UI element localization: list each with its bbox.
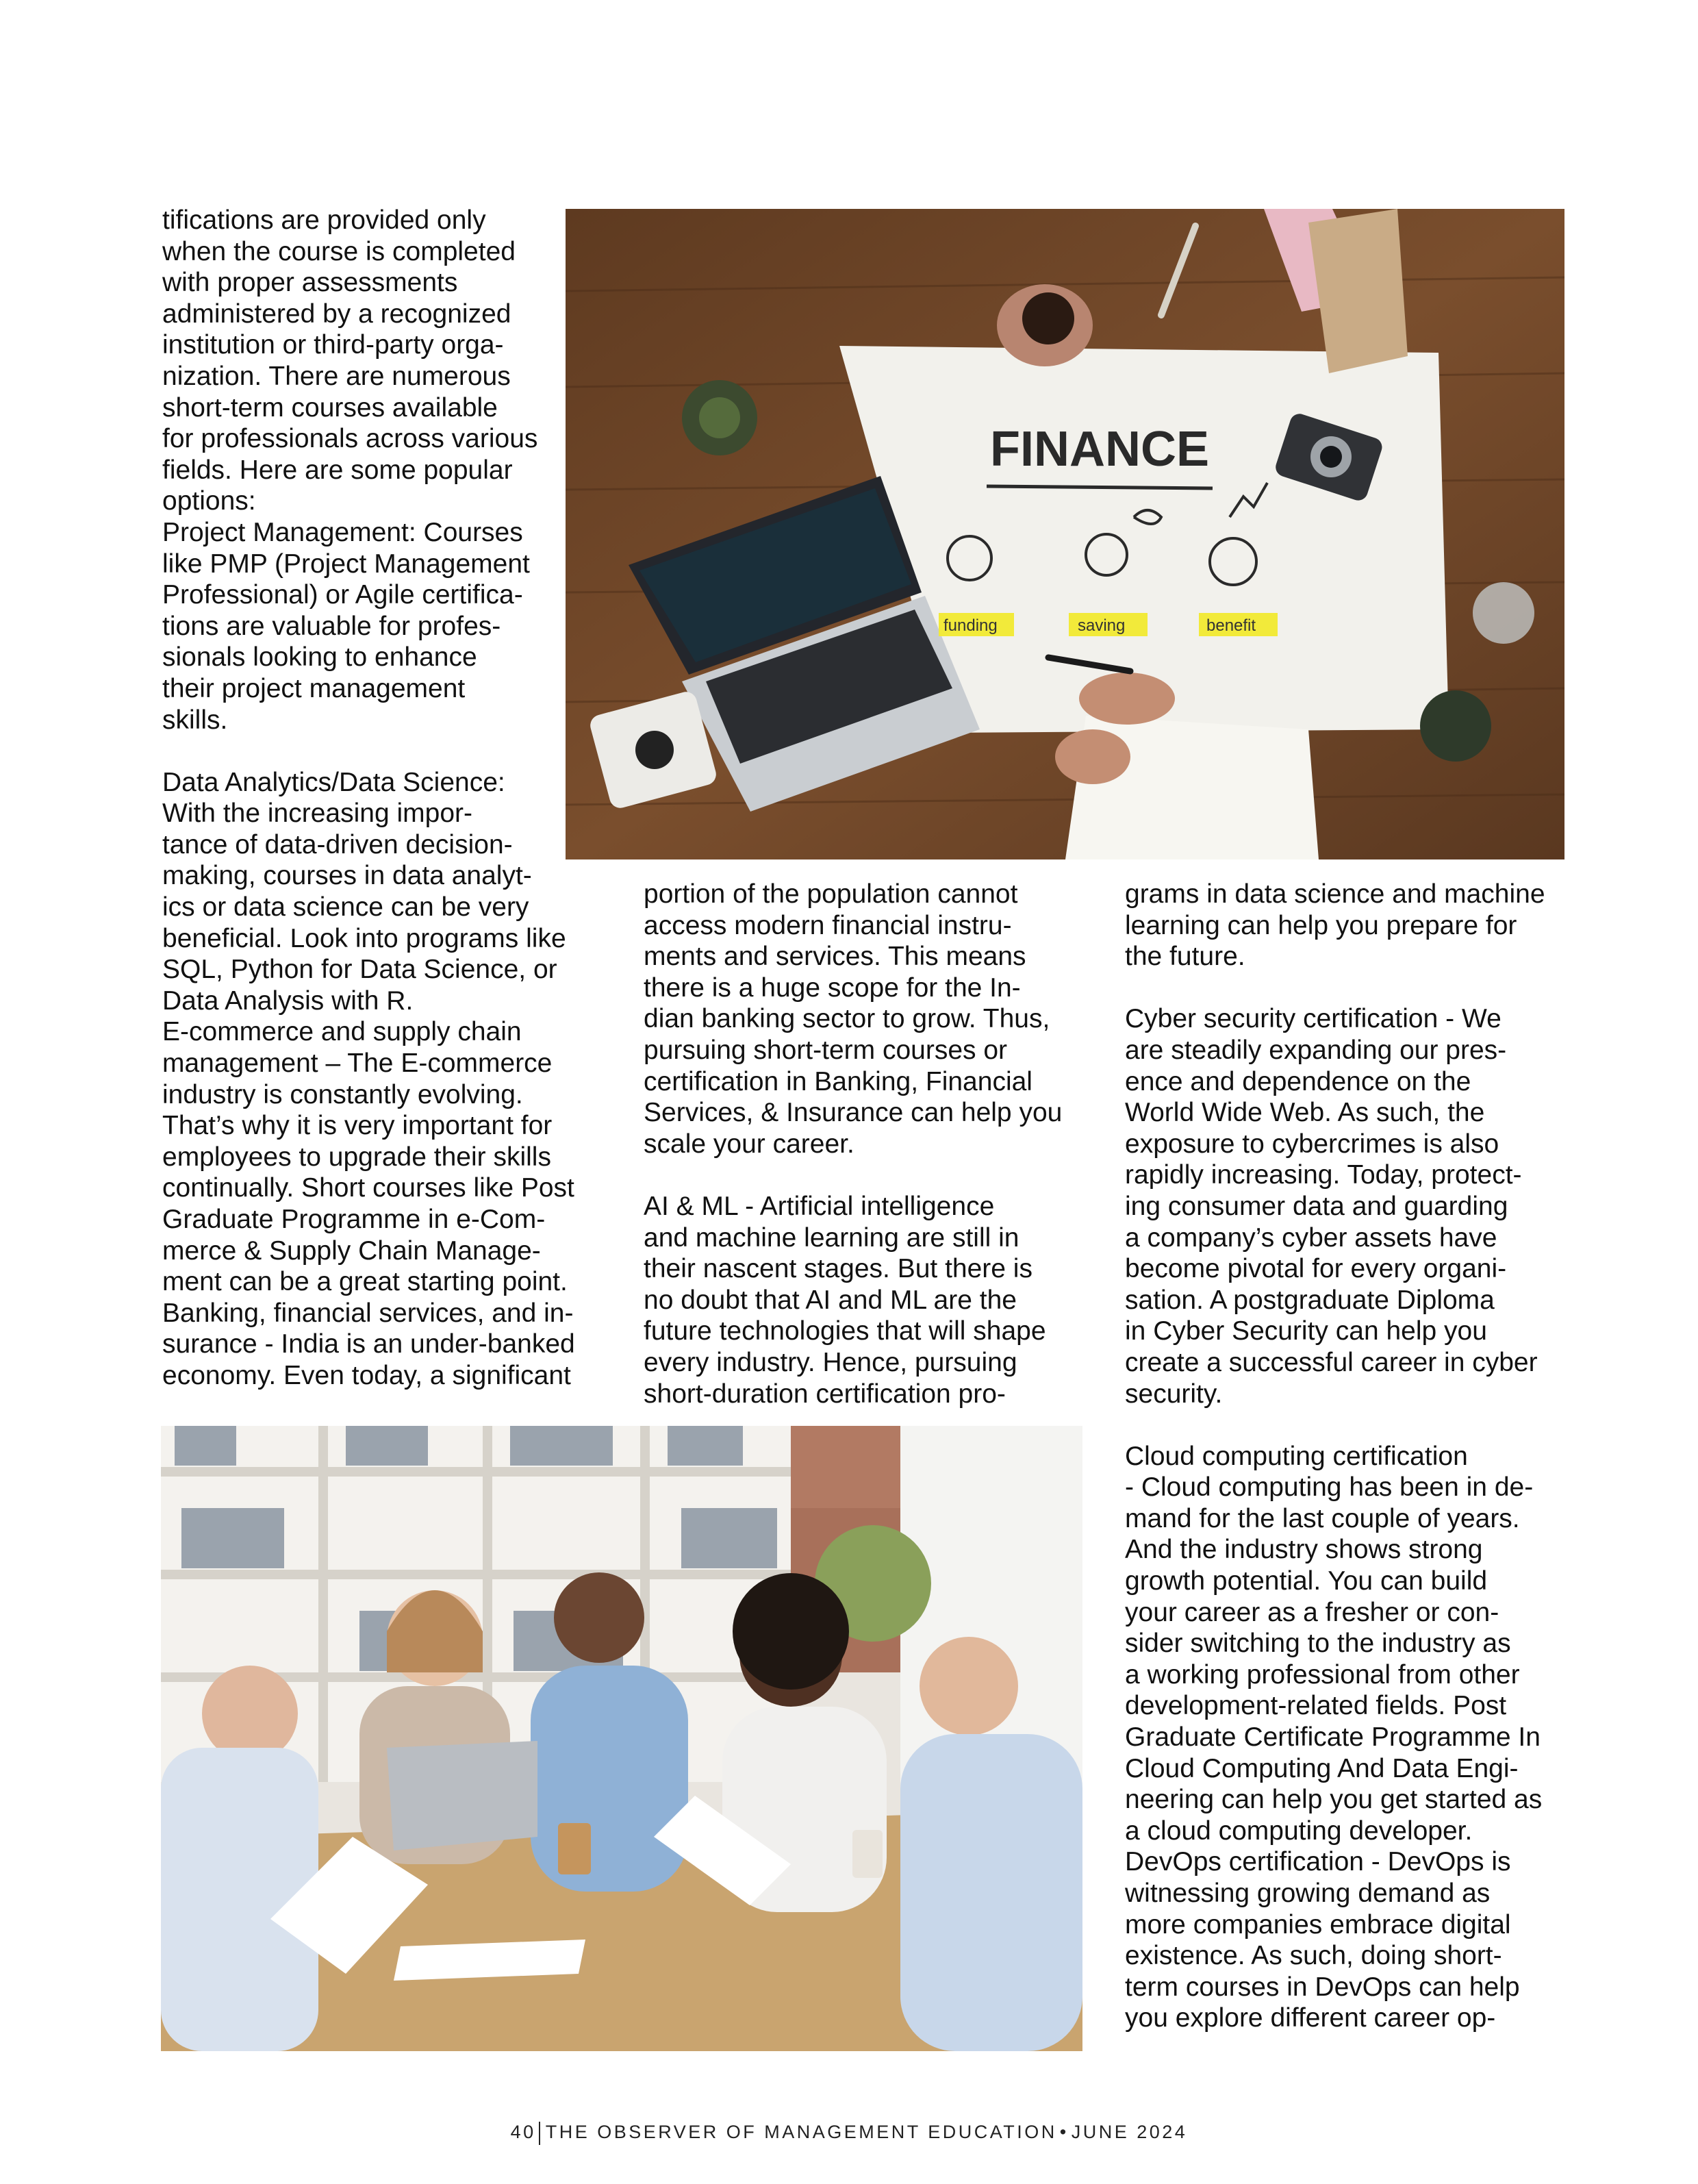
text-line: development-related fields. Post (1125, 1691, 1507, 1721)
text-line: their project management (162, 673, 466, 703)
page-number: 40 (510, 2122, 536, 2143)
paragraph-gap (1125, 1409, 1563, 1441)
text-line: security. (1125, 1379, 1223, 1409)
text-line: and machine learning are still in (644, 1222, 1019, 1253)
text-line: scale your career. (644, 1129, 854, 1159)
paragraph-gap (1125, 972, 1563, 1004)
text-line: ment can be a great starting point. (162, 1267, 568, 1297)
text-line: Project Management: Courses (162, 517, 523, 547)
text-line: Professional) or Agile certifica- (162, 580, 523, 610)
text-line: economy. Even today, a significant (162, 1360, 571, 1390)
text-line: you explore different career op- (1125, 2003, 1496, 2033)
text-line: SQL, Python for Data Science, or (162, 955, 557, 985)
text-line: Banking, financial services, and in- (162, 1298, 574, 1328)
text-line: term courses in DevOps can help (1125, 1972, 1520, 2002)
text-line: like PMP (Project Management (162, 549, 530, 579)
text-line: ing consumer data and guarding (1125, 1191, 1508, 1221)
page-footer (0, 2122, 1698, 2145)
label-benefit: benefit (1206, 616, 1256, 635)
text-line: DevOps certification - DevOps is (1125, 1847, 1511, 1877)
text-line: a company’s cyber assets have (1125, 1222, 1497, 1253)
text-line: ence and dependence on the (1125, 1066, 1471, 1096)
text-line: AI & ML - Artificial intelligence (644, 1191, 995, 1221)
text-line: create a successful career in cyber (1125, 1347, 1538, 1377)
text-line: ments and services. This means (644, 942, 1026, 972)
text-line: there is a huge scope for the In- (644, 972, 1021, 1003)
text-line: Data Analysis with R. (162, 986, 414, 1016)
issue-date: JUNE 2024 (1071, 2122, 1188, 2143)
finance-photo (566, 209, 1564, 859)
article-column-middle (644, 879, 1082, 1409)
text-line: merce & Supply Chain Manage- (162, 1235, 541, 1266)
text-line: witnessing growing demand as (1125, 1879, 1491, 1908)
text-line: Graduate Programme in e-Com- (162, 1205, 546, 1234)
text-line: become pivotal for every organi- (1125, 1254, 1507, 1284)
text-line: no doubt that AI and ML are the (644, 1285, 1017, 1315)
text-line: short-duration certification pro- (644, 1379, 1006, 1409)
text-line: more companies embrace digital (1125, 1909, 1511, 1940)
text-line: mand for the last couple of years. (1125, 1503, 1520, 1533)
text-line: nization. There are numerous (162, 361, 511, 391)
text-line: future technologies that will shape (644, 1316, 1046, 1346)
text-line: exposure to cybercrimes is also (1125, 1129, 1499, 1159)
article-column-right (1125, 879, 1563, 2034)
text-line: ics or data science can be very (162, 892, 529, 922)
text-line: short-term courses available (162, 392, 498, 423)
text-line: learning can help you prepare for (1125, 910, 1517, 940)
text-line: institution or third-party orga- (162, 330, 504, 360)
text-line: sation. A postgraduate Diploma (1125, 1285, 1495, 1315)
text-line: Cloud computing certification (1125, 1441, 1468, 1471)
text-line: a working professional from other (1125, 1659, 1520, 1690)
text-line: tifications are provided only (162, 205, 486, 235)
text-line: World Wide Web. As such, the (1125, 1098, 1485, 1128)
text-line: sider switching to the industry as (1125, 1629, 1511, 1659)
text-line: their nascent stages. But there is (644, 1254, 1032, 1284)
text-line: Cyber security certification - We (1125, 1004, 1501, 1034)
paragraph-gap (162, 736, 594, 767)
text-line: tance of data-driven decision- (162, 829, 513, 859)
text-line: when the course is completed (162, 236, 516, 266)
text-line: certification in Banking, Financial (644, 1066, 1032, 1096)
text-line: skills. (162, 705, 228, 735)
footer-separator (539, 2122, 540, 2145)
text-line: grams in data science and machine (1125, 879, 1545, 909)
text-line: sionals looking to enhance (162, 642, 477, 673)
text-line: - Cloud computing has been in de- (1125, 1472, 1534, 1503)
text-line: portion of the population cannot (644, 879, 1018, 909)
text-line: in Cyber Security can help you (1125, 1316, 1487, 1346)
text-line: industry is constantly evolving. (162, 1079, 523, 1109)
text-line: Data Analytics/Data Science: (162, 767, 505, 797)
text-line: E-commerce and supply chain (162, 1017, 522, 1047)
text-line: options: (162, 486, 256, 516)
text-line: with proper assessments (162, 268, 458, 298)
paragraph-gap (644, 1159, 1082, 1191)
text-line: Services, & Insurance can help you (644, 1098, 1063, 1128)
text-line: pursuing short-term courses or (644, 1035, 1008, 1065)
text-line: And the industry shows strong (1125, 1535, 1483, 1565)
text-line: existence. As such, doing short- (1125, 1941, 1502, 1971)
label-saving: saving (1078, 616, 1126, 635)
text-line: the future. (1125, 942, 1245, 972)
text-line: tions are valuable for profes- (162, 611, 501, 641)
text-line: surance - India is an under-banked (162, 1329, 575, 1359)
article-column-left (162, 205, 594, 1392)
label-funding: funding (943, 616, 998, 635)
text-line: Graduate Certificate Programme In (1125, 1722, 1541, 1753)
text-line: administered by a recognized (162, 299, 511, 329)
text-line: making, courses in data analyt- (162, 861, 532, 891)
meeting-photo (161, 1426, 1082, 2051)
text-line: rapidly increasing. Today, protect- (1125, 1160, 1522, 1190)
text-line: That’s why it is very important for (162, 1111, 553, 1141)
text-line: dian banking sector to grow. Thus, (644, 1004, 1050, 1034)
text-line: every industry. Hence, pursuing (644, 1347, 1017, 1377)
text-line: employees to upgrade their skills (162, 1142, 551, 1172)
text-line: a cloud computing developer. (1125, 1816, 1473, 1846)
text-line: fields. Here are some popular (162, 455, 513, 485)
text-line: management – The E-commerce (162, 1049, 553, 1079)
text-line: continually. Short courses like Post (162, 1173, 574, 1203)
text-line: growth potential. You can build (1125, 1566, 1488, 1596)
text-line: Cloud Computing And Data Engi- (1125, 1753, 1519, 1783)
text-line: With the increasing impor- (162, 799, 472, 829)
text-line: your career as a fresher or con- (1125, 1597, 1499, 1627)
text-line: neering can help you get started as (1125, 1785, 1543, 1815)
finance-heading-text: FINANCE (990, 422, 1209, 477)
footer-dot: • (1059, 2122, 1069, 2143)
text-line: are steadily expanding our pres- (1125, 1035, 1507, 1065)
text-line: for professionals across various (162, 424, 538, 454)
text-line: beneficial. Look into programs like (162, 923, 566, 953)
publication-name: THE OBSERVER OF MANAGEMENT EDUCATION (545, 2122, 1057, 2143)
text-line: access modern financial instru- (644, 910, 1012, 940)
